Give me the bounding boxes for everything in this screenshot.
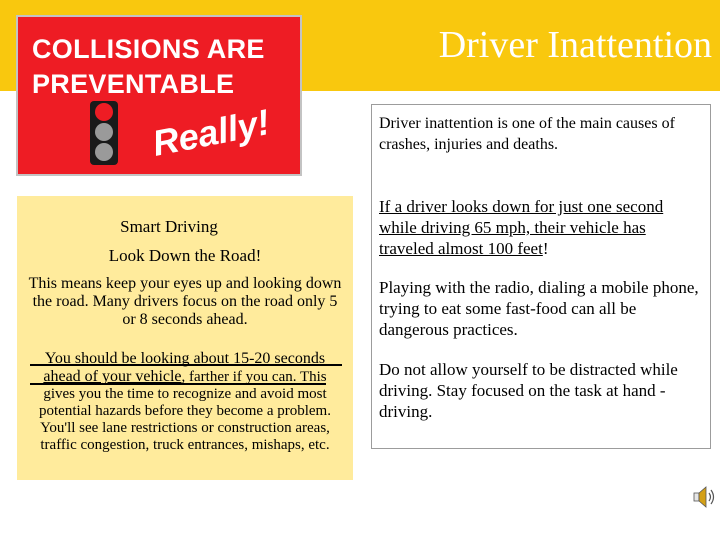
panel-paragraph-2-emphasis: You should be looking about 15-20 seconds ahead of your vehicle: [43, 350, 326, 385]
emphasis-rule-1: [30, 364, 342, 366]
red-lamp: [95, 103, 113, 121]
panel-paragraph-2-rest: , farther if you can. This gives you the time to recognize and avoid most potential hazards before they become a problem. You'll see lane restrictions or construction areas, traffic congestion, truck entrances, mishaps, etc.: [39, 369, 331, 453]
facts-paragraph-2: [379, 196, 699, 259]
panel-paragraph-1: This means keep your eyes up and looking down the road. Many drivers focus on the road only 5 or 8 seconds ahead.: [28, 275, 342, 328]
facts-paragraph-2-end: !: [542, 239, 549, 258]
facts-paragraph-4: Do not allow yourself to be distracted while driving. Stay focused on the task at hand - driving.: [379, 360, 678, 421]
speaker-icon-graphic: [693, 484, 717, 510]
facts-paragraph-2-link: If a driver looks down for just one second while driving 65 mph, their vehicle has traveled almost 100 feet: [379, 197, 664, 258]
logo-line-1: COLLISIONS ARE: [32, 34, 265, 64]
inattention-facts-box: [371, 104, 711, 449]
slide-title: Driver Inattention: [438, 24, 712, 66]
traffic-light-icon: [90, 101, 118, 165]
panel-subheading: Look Down the Road!: [108, 246, 262, 265]
amber-lamp-off: [95, 123, 113, 141]
speaker-icon[interactable]: [693, 484, 717, 510]
logo-tagline: Really!: [149, 101, 273, 164]
smart-driving-panel: [17, 196, 353, 480]
logo-line-2: PREVENTABLE: [32, 69, 235, 99]
green-lamp-off: [95, 143, 113, 161]
panel-heading: Smart Driving: [120, 217, 218, 236]
collisions-preventable-logo: [16, 15, 302, 176]
facts-paragraph-1: Driver inattention is one of the main causes of crashes, injuries and deaths.: [379, 115, 675, 153]
emphasis-rule-2: [30, 383, 326, 385]
facts-paragraph-3: Playing with the radio, dialing a mobile phone, trying to eat some fast-food can all be dangerous practices.: [379, 278, 699, 339]
